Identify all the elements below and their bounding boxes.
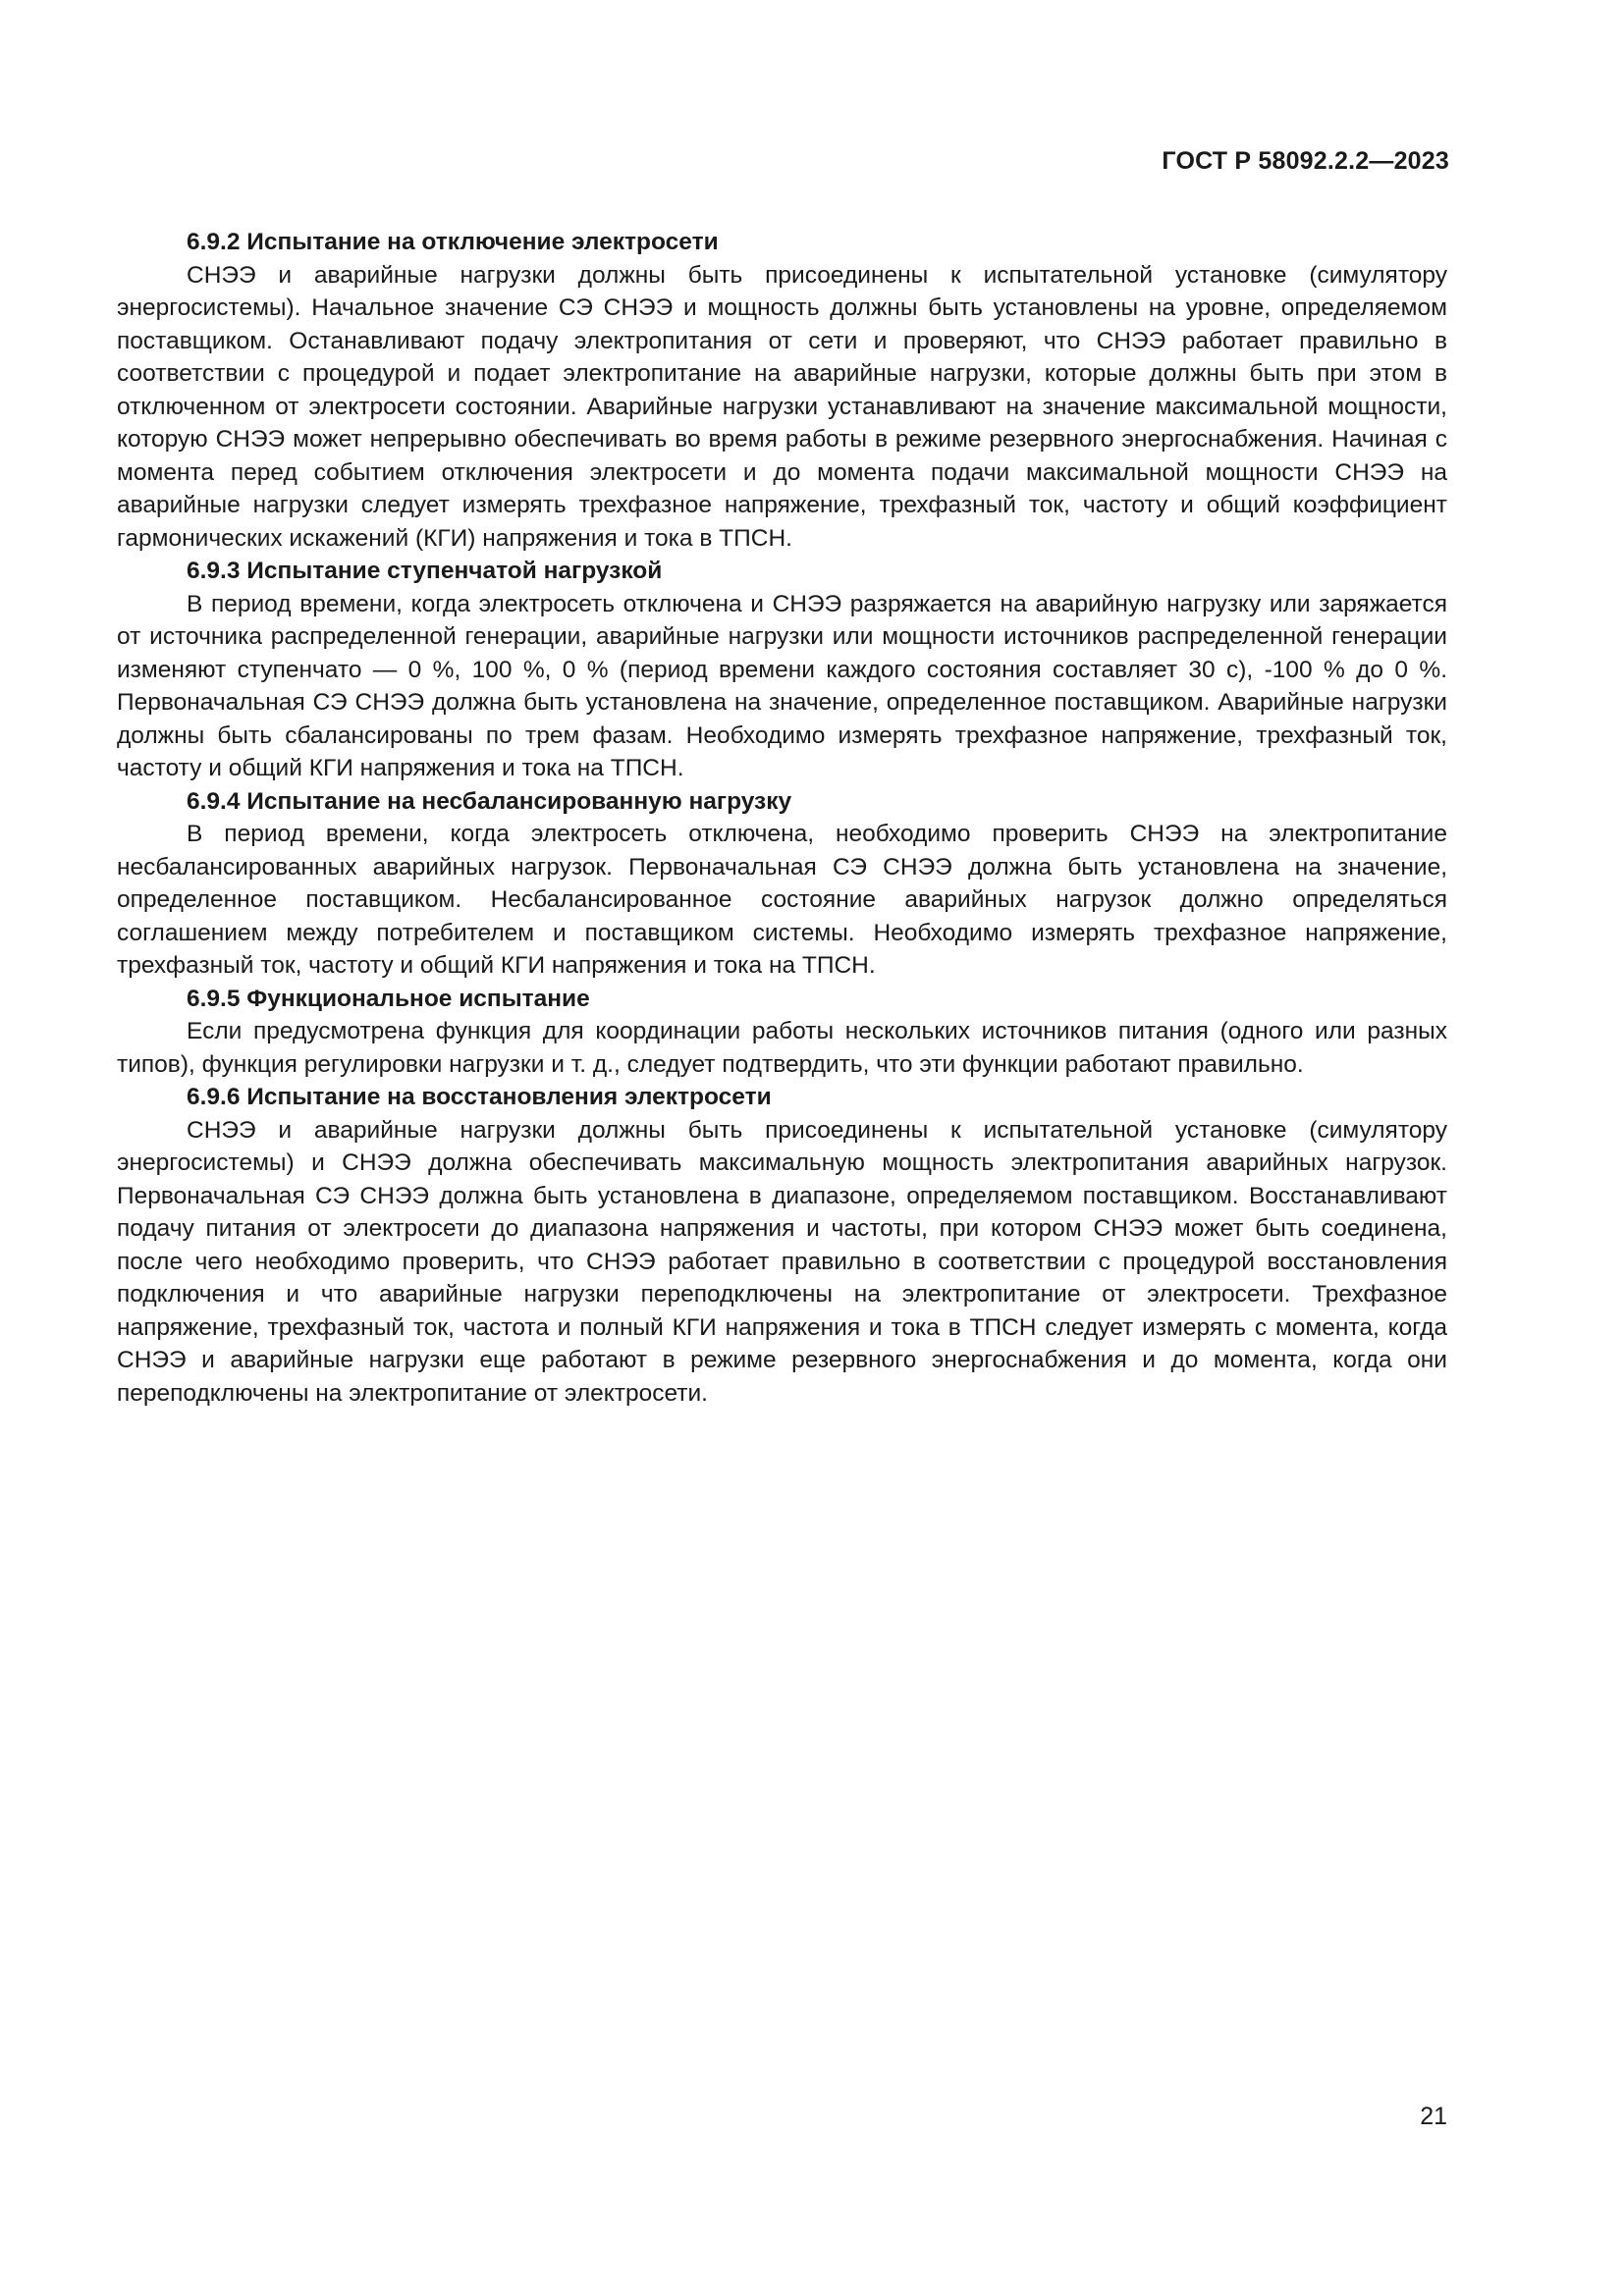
section-6-9-6 (117, 1081, 1447, 1410)
section-6-9-3 (117, 555, 1447, 785)
page-number: 21 (1420, 2103, 1447, 2130)
document-body (117, 226, 1447, 1410)
section-heading: 6.9.5 Функциональное испытание (187, 985, 590, 1012)
section-paragraph: Если предусмотрена функция для координации работы нескольких источников питания (одного или разных типов), функция регулировки нагрузки и т. д., следует подтвердить, что эти функции работают правильно. (117, 1018, 1447, 1078)
section-6-9-4 (117, 785, 1447, 983)
section-heading: 6.9.2 Испытание на отключение электросети (187, 229, 719, 255)
section-heading: 6.9.3 Испытание ступенчатой нагрузкой (187, 558, 663, 584)
section-paragraph: В период времени, когда электросеть отключена, необходимо проверить СНЭЭ на электропитание несбалансированных аварийных нагрузок. Первоначальная СЭ СНЭЭ должна быть установлена на значение, определенное поставщиком. Несбалансированное состояние аварийных нагрузок должно определяться соглашением между потребителем и поставщиком системы. Необходимо измерять трехфазное напряжение, трехфазный ток, частоту и общий КГИ напряжения и тока на ТПСН. (117, 821, 1447, 979)
section-paragraph: СНЭЭ и аварийные нагрузки должны быть присоединены к испытательной установке (симулятору энергосистемы). Начальное значение СЭ СНЭЭ и мощность должны быть установлены на уровне, определяемом поставщиком. Останавливают подачу электропитания от сети и проверяют, что СНЭЭ работает правильно в соответствии с процедурой и подает электропитание на аварийные нагрузки, которые должны быть при этом в отключенном от электросети состоянии. Аварийные нагрузки устанавливают на значение максимальной мощности, которую СНЭЭ может непрерывно обеспечивать во время работы в режиме резервного энергоснабжения. Начиная с момента перед событием отключения электросети и до момента подачи максимальной мощности СНЭЭ на аварийные нагрузки следует измерять трехфазное напряжение, трехфазный ток, частоту и общий коэффициент гармонических искажений (КГИ) напряжения и тока в ТПСН. (117, 261, 1447, 552)
section-heading: 6.9.4 Испытание на несбалансированную нагрузку (187, 787, 792, 815)
section-paragraph: СНЭЭ и аварийные нагрузки должны быть присоединены к испытательной установке (симулятору энергосистемы) и СНЭЭ должна обеспечивать максимальную мощность электропитания аварийных нагрузок. Первоначальная СЭ СНЭЭ должна быть установлена в диапазоне, определяемом поставщиком. Восстанавливают подачу питания от электросети до диапазона напряжения и частоты, при котором СНЭЭ может быть соединена, после чего необходимо проверить, что СНЭЭ работает правильно в соответствии с процедурой восстановления подключения и что аварийные нагрузки переподключены на электропитание от электросети. Трехфазное напряжение, трехфазный ток, частота и полный КГИ напряжения и тока в ТПСН следует измерять с момента, когда СНЭЭ и аварийные нагрузки еще работают в режиме резервного энергоснабжения и до момента, когда они переподключены на электропитание от электросети. (117, 1116, 1447, 1407)
section-6-9-5 (117, 983, 1447, 1082)
section-paragraph: В период времени, когда электросеть отключена и СНЭЭ разряжается на аварийную нагрузку или заряжается от источника распределенной генерации, аварийные нагрузки или мощности источников распределенной генерации изменяют ступенчато — 0 %, 100 %, 0 % (период времени каждого состояния составляет 30 с), -100 % до 0 %. Первоначальная СЭ СНЭЭ должна быть установлена на значение, определенное поставщиком. Аварийные нагрузки должны быть сбалансированы по трем фазам. Необходимо измерять трехфазное напряжение, трехфазный ток, частоту и общий КГИ напряжения и тока на ТПСН. (117, 590, 1447, 781)
section-heading: 6.9.6 Испытание на восстановления электросети (187, 1084, 772, 1110)
section-6-9-2 (117, 226, 1447, 555)
document-header-standard-code: ГОСТ Р 58092.2.2—2023 (1162, 147, 1449, 175)
